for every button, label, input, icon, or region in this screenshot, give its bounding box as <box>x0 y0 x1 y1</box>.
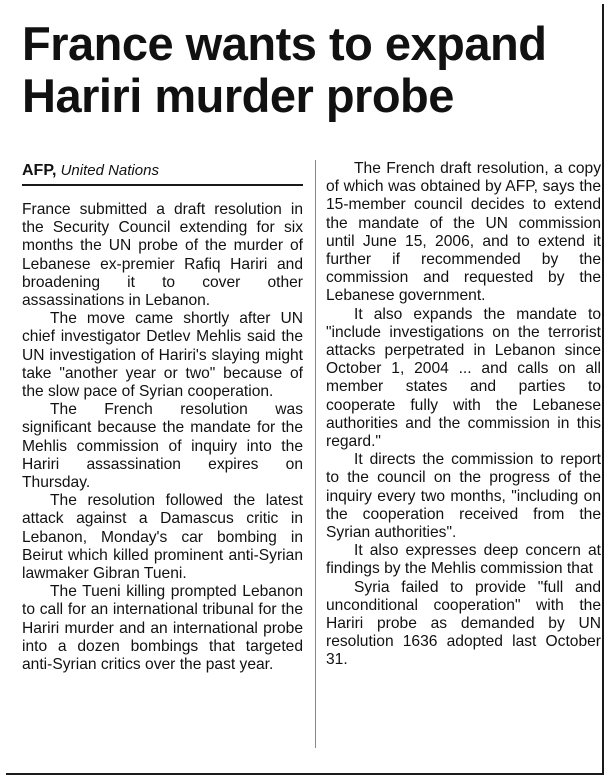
paragraph: The Tueni killing prompted Lebanon to call for an international tribunal for the Hariri murder and an international probe into a dozen bombings that targeted anti-Syrian critics over the past year. <box>22 583 303 674</box>
paragraph: It also expands the mandate to "include investigations on the terrorist attacks perpetrated in Lebanon since October 1, 2004 ... and calls on all member states and parties to cooperate fully with the Lebanese authorities and the commission in this regard." <box>326 305 601 451</box>
headline-line-2: Hariri murder probe <box>22 69 454 122</box>
byline-location: United Nations <box>60 162 159 179</box>
right-column <box>326 160 601 670</box>
paragraph: It also expresses deep concern at findings by the Mehlis commission that <box>326 542 601 578</box>
column-divider <box>315 160 316 748</box>
paragraph: France submitted a draft resolution in the Security Council extending for six months the UN probe of the murder of Lebanese ex-premier Rafiq Hariri and broadening it to cover other assassinations in Lebanon. <box>22 201 303 310</box>
paragraph: The move came shortly after UN chief investigator Detlev Mehlis said the UN investigation of Hariri's slaying might take "another year or two" because of the slow pace of Syrian cooperation. <box>22 310 303 401</box>
headline-line-1: France wants to expand <box>22 17 547 70</box>
paragraph: It directs the commission to report to the council on the progress of the inquiry every two months, "including on the cooperation received from the Syrian authorities". <box>326 451 601 542</box>
headline <box>22 18 612 122</box>
paragraph: Syria failed to provide "full and unconditional cooperation" with the Hariri probe as demanded by UN resolution 1636 adopted last October 31. <box>326 578 601 669</box>
byline <box>22 158 303 186</box>
byline-agency: AFP, <box>22 162 57 179</box>
paragraph: The French resolution was significant because the mandate for the Mehlis commission of inquiry into the Hariri assassination expires on Thursday. <box>22 401 303 492</box>
paragraph: The French draft resolution, a copy of which was obtained by AFP, says the 15-member council decides to extend the mandate of the UN commission until June 15, 2006, and to extend it further if recommended by the commission and requested by the Lebanese government. <box>326 160 601 305</box>
paragraph: The resolution followed the latest attack against a Damascus critic in Lebanon, Monday's car bombing in Beirut which killed prominent anti-Syrian lawmaker Gibran Tueni. <box>22 492 303 583</box>
left-column <box>22 158 303 674</box>
